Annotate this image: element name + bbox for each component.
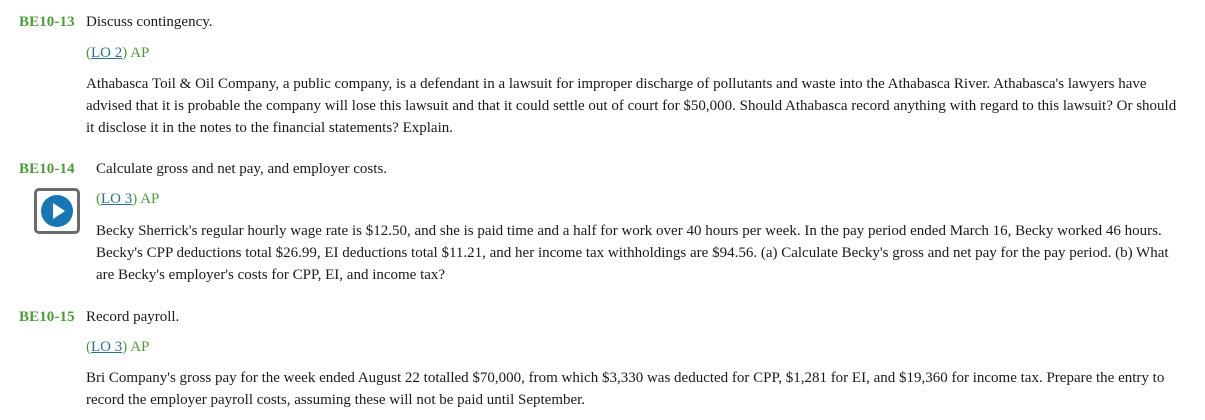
exercise-id: BE10-15 (19, 309, 75, 325)
exercise-body: Bri Company's gross pay for the week ended August 22 totalled $70,000, from which $3,330 was deducted for CPP, $1,281 for EI, and $19,360 for income tax. Prepare the entry to record the employer payroll costs, assuming these will not be paid until September. (86, 370, 1165, 408)
lo-close-paren: ) (122, 339, 128, 355)
exercise-body: Athabasca Toil & Oil Company, a public company, is a defendant in a lawsuit for improper discharge of pollutants and waste into the Athabasca River. Athabasca's lawyers have advised that it is probable the company will lose this lawsuit and that it could settle out of court for $50,000. Should Athabasca record anything with regard to this lawsuit? Or should it disclose it in the notes to the financial statements? Explain. (86, 76, 1177, 136)
exercise-id: BE10-14 (19, 161, 75, 177)
lo-open-paren: ( (86, 339, 91, 355)
lo-tag: AP (130, 45, 150, 61)
learning-objective (86, 45, 149, 62)
lo-tag: AP (140, 191, 160, 207)
lo-tag: AP (130, 339, 150, 355)
exercise-title: Record payroll. (86, 309, 180, 325)
lo-link[interactable]: LO 3 (91, 339, 123, 355)
learning-objective (96, 191, 159, 208)
lo-open-paren: ( (96, 191, 101, 207)
lo-link[interactable]: LO 2 (91, 45, 123, 61)
exercise-title: Discuss contingency. (86, 14, 213, 30)
lo-close-paren: ) (132, 191, 138, 207)
exercise-id: BE10-13 (19, 14, 75, 30)
lo-close-paren: ) (122, 45, 128, 61)
learning-objective (86, 339, 149, 356)
lo-open-paren: ( (86, 45, 91, 61)
lo-link[interactable]: LO 3 (101, 191, 133, 207)
play-icon (41, 195, 73, 227)
exercise-body: Becky Sherrick's regular hourly wage rate is $12.50, and she is paid time and a half for work over 40 hours per week. In the pay period ended March 16, Becky worked 46 hours. Becky's CPP deductions total $26.99, EI deductions total $11.21, and her income tax withholdings are $94.56. (a) Calculate Becky's gross and net pay for the pay period. (b) What are Becky's employer's costs for CPP, EI, and income tax? (96, 223, 1169, 283)
play-video-button[interactable] (34, 188, 80, 234)
exercise-title: Calculate gross and net pay, and employer costs. (96, 161, 388, 177)
